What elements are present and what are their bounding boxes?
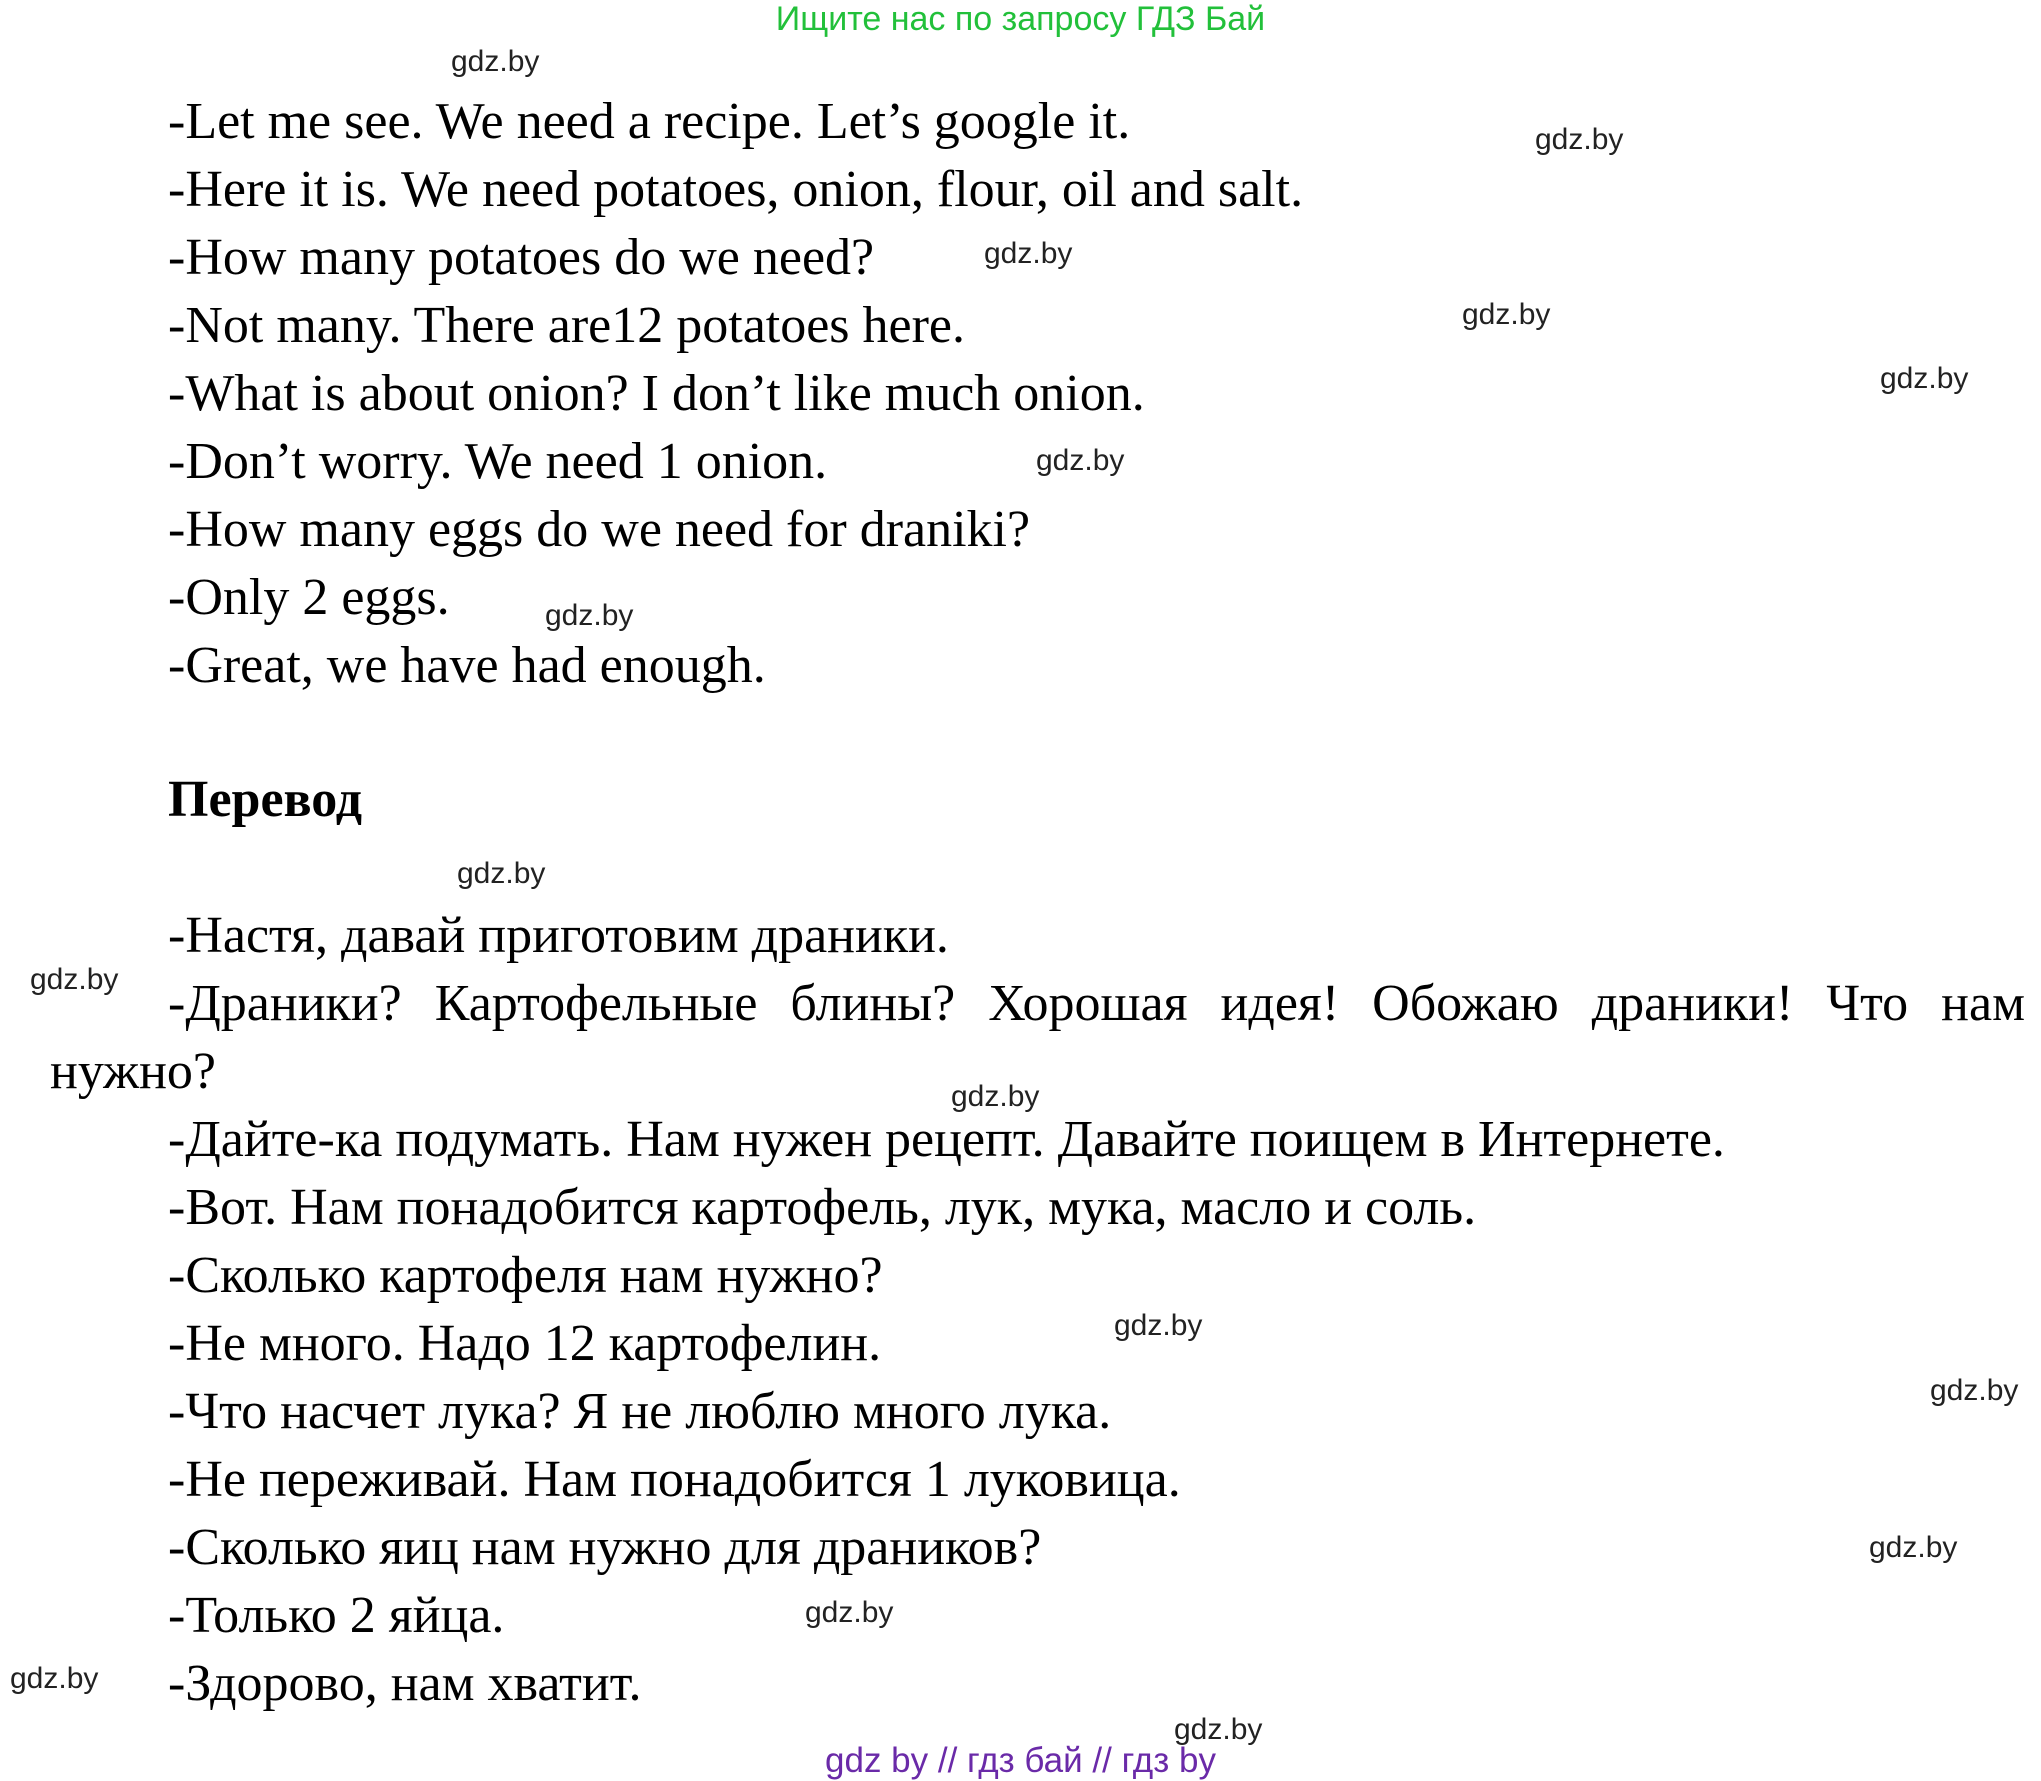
english-line: -How many potatoes do we need? xyxy=(168,229,875,286)
russian-line: -Дайте-ка подумать. Нам нужен рецепт. Давайте поищем в Интернете. xyxy=(168,1111,1725,1168)
english-line: -Let me see. We need a recipe. Let’s google it. xyxy=(168,93,1131,150)
english-line: -Don’t worry. We need 1 onion. xyxy=(168,433,828,490)
english-line: -Not many. There are12 potatoes here. xyxy=(168,297,966,354)
watermark: gdz.by xyxy=(1930,1374,2019,1407)
russian-line: -Вот. Нам понадобится картофель, лук, мука, масло и соль. xyxy=(168,1179,1477,1236)
russian-line: -Не переживай. Нам понадобится 1 луковица. xyxy=(168,1451,1181,1508)
russian-line: -Сколько картофеля нам нужно? xyxy=(168,1247,883,1304)
watermark: gdz.by xyxy=(10,1662,99,1695)
watermark: gdz.by xyxy=(451,45,540,78)
watermark: gdz.by xyxy=(951,1080,1040,1113)
english-line: -Here it is. We need potatoes, onion, flour, oil and salt. xyxy=(168,161,1304,218)
search-hint-banner: Ищите нас по запросу ГДЗ Бай xyxy=(775,0,1266,38)
english-line: -Great, we have had enough. xyxy=(168,637,766,694)
watermark: gdz.by xyxy=(30,963,119,996)
russian-line: -Настя, давай приготовим драники. xyxy=(168,907,949,964)
russian-paragraph: -Драники? Картофельные блины? Хорошая идея! Обожаю драники! Что нам нужно? xyxy=(50,975,2025,1100)
russian-line: -Только 2 яйца. xyxy=(168,1587,505,1644)
english-line: -What is about onion? I don’t like much onion. xyxy=(168,365,1145,422)
translation-heading: Перевод xyxy=(168,771,363,828)
watermark: gdz.by xyxy=(805,1596,894,1629)
site-footer-banner: gdz by // гдз бай // гдз by xyxy=(825,1741,1216,1780)
watermark: gdz.by xyxy=(1880,362,1969,395)
russian-line: -Что насчет лука? Я не люблю много лука. xyxy=(168,1383,1112,1440)
watermark: gdz.by xyxy=(1869,1531,1958,1564)
watermark: gdz.by xyxy=(545,599,634,632)
watermark: gdz.by xyxy=(457,857,546,890)
russian-line: -Здорово, нам хватит. xyxy=(168,1655,642,1712)
watermark: gdz.by xyxy=(1535,123,1624,156)
english-line: -Only 2 eggs. xyxy=(168,569,450,626)
watermark: gdz.by xyxy=(984,237,1073,270)
english-line: -How many eggs do we need for draniki? xyxy=(168,501,1031,558)
watermark: gdz.by xyxy=(1462,298,1551,331)
watermark: gdz.by xyxy=(1174,1713,1263,1746)
watermark: gdz.by xyxy=(1114,1309,1203,1342)
russian-line: -Не много. Надо 12 картофелин. xyxy=(168,1315,882,1372)
russian-line: -Сколько яиц нам нужно для драников? xyxy=(168,1519,1042,1576)
watermark: gdz.by xyxy=(1036,444,1125,477)
